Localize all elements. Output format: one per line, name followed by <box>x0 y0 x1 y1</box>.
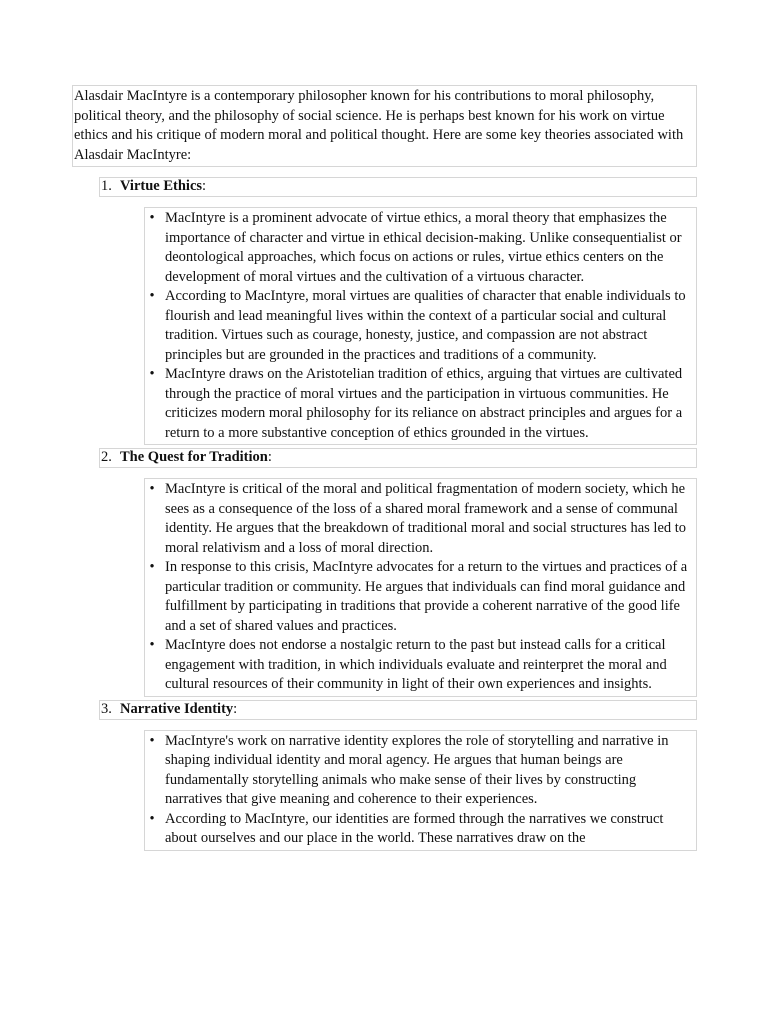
list-item <box>145 636 695 695</box>
section-colon: : <box>233 700 238 717</box>
bullet-list-quest-for-tradition <box>144 478 697 697</box>
section-title: The Quest for Tradition <box>120 449 268 466</box>
list-item-text: MacIntyre does not endorse a nostalgic return to the past but instead calls for a critical engagement with tradition, in which individuals evaluate and reinterpret the moral and cultural resources of their community in light of their own experiences and insights. <box>165 637 667 692</box>
list-item <box>145 287 695 365</box>
list-item <box>145 209 695 287</box>
bullet-icon: • <box>149 481 155 497</box>
section-colon: : <box>202 178 207 195</box>
section-heading-virtue-ethics <box>99 177 697 197</box>
bullet-icon: • <box>149 810 155 827</box>
list-item-text: According to MacIntyre, moral virtues are qualities of character that enable individuals to flourish and lead meaningful lives within the context of a particular social and cultural tradition. Virtues such as courage, honesty, justice, and compassion are not abstract principles but are grounded in the practices and traditions of a community. <box>165 288 686 363</box>
list-item-text: MacIntyre draws on the Aristotelian tradition of ethics, arguing that virtues are cultivated through the practice of moral virtues and the participation in virtuous communities. He criticizes modern moral philosophy for its reliance on abstract principles and argues for a return to a more substantive conception of ethics grounded in the virtues. <box>165 366 683 441</box>
bullet-icon: • <box>149 366 155 382</box>
list-item <box>145 365 695 443</box>
list-item-text: MacIntyre's work on narrative identity explores the role of storytelling and narrative in shaping individual identity and moral agency. He argues that human beings are fundamentally storytelling animals who make sense of their lives by constructing narratives that give meaning and coherence to their experiences. <box>165 732 669 807</box>
list-item <box>145 558 695 636</box>
section-number: 1. <box>101 178 112 195</box>
section-number: 2. <box>101 449 112 466</box>
list-item <box>145 480 695 558</box>
bullet-icon: • <box>149 288 155 304</box>
section-heading-quest-for-tradition <box>99 448 697 468</box>
list-item-text: MacIntyre is a prominent advocate of virtue ethics, a moral theory that emphasizes the importance of character and virtue in ethical decision-making. Unlike consequentialist or deontological approaches, which focus on actions or rules, virtue ethics centers on the development of moral virtues and the cultivation of a virtuous character. <box>165 210 682 285</box>
intro-paragraph: Alasdair MacIntyre is a contemporary philosopher known for his contributions to moral philosophy, political theory, and the philosophy of social science. He is perhaps best known for his work on virtue ethics and his critique of modern moral and political thought. Here are some key theories associated with Alasdair MacIntyre: <box>72 85 697 167</box>
list-item-text: MacIntyre is critical of the moral and political fragmentation of modern society, which he sees as a consequence of the loss of a shared moral framework and a sense of communal identity. He argues that the breakdown of traditional moral and social structures has led to moral relativism and a loss of moral direction. <box>165 481 687 556</box>
document-page <box>72 85 697 851</box>
bullet-icon: • <box>149 732 155 749</box>
list-item-text: In response to this crisis, MacIntyre advocates for a return to the virtues and practices of a particular tradition or community. He argues that individuals can find moral guidance and fulfillment by participating in traditions that provide a coherent narrative of the good life and a set of shared values and practices. <box>165 559 688 634</box>
bullet-list-virtue-ethics <box>144 207 697 445</box>
list-item-text: According to MacIntyre, our identities are formed through the narratives we construct about ourselves and our place in the world. These narratives draw on the <box>165 810 664 846</box>
bullet-list-narrative-identity <box>144 730 697 851</box>
bullet-icon: • <box>149 637 155 653</box>
bullet-icon: • <box>149 559 155 575</box>
list-item <box>145 732 695 810</box>
section-title: Narrative Identity <box>120 700 234 717</box>
list-item <box>145 810 695 849</box>
section-heading-narrative-identity <box>99 700 697 720</box>
section-number: 3. <box>101 700 112 717</box>
bullet-icon: • <box>149 210 155 226</box>
section-title: Virtue Ethics <box>120 178 203 195</box>
section-colon: : <box>267 449 272 466</box>
